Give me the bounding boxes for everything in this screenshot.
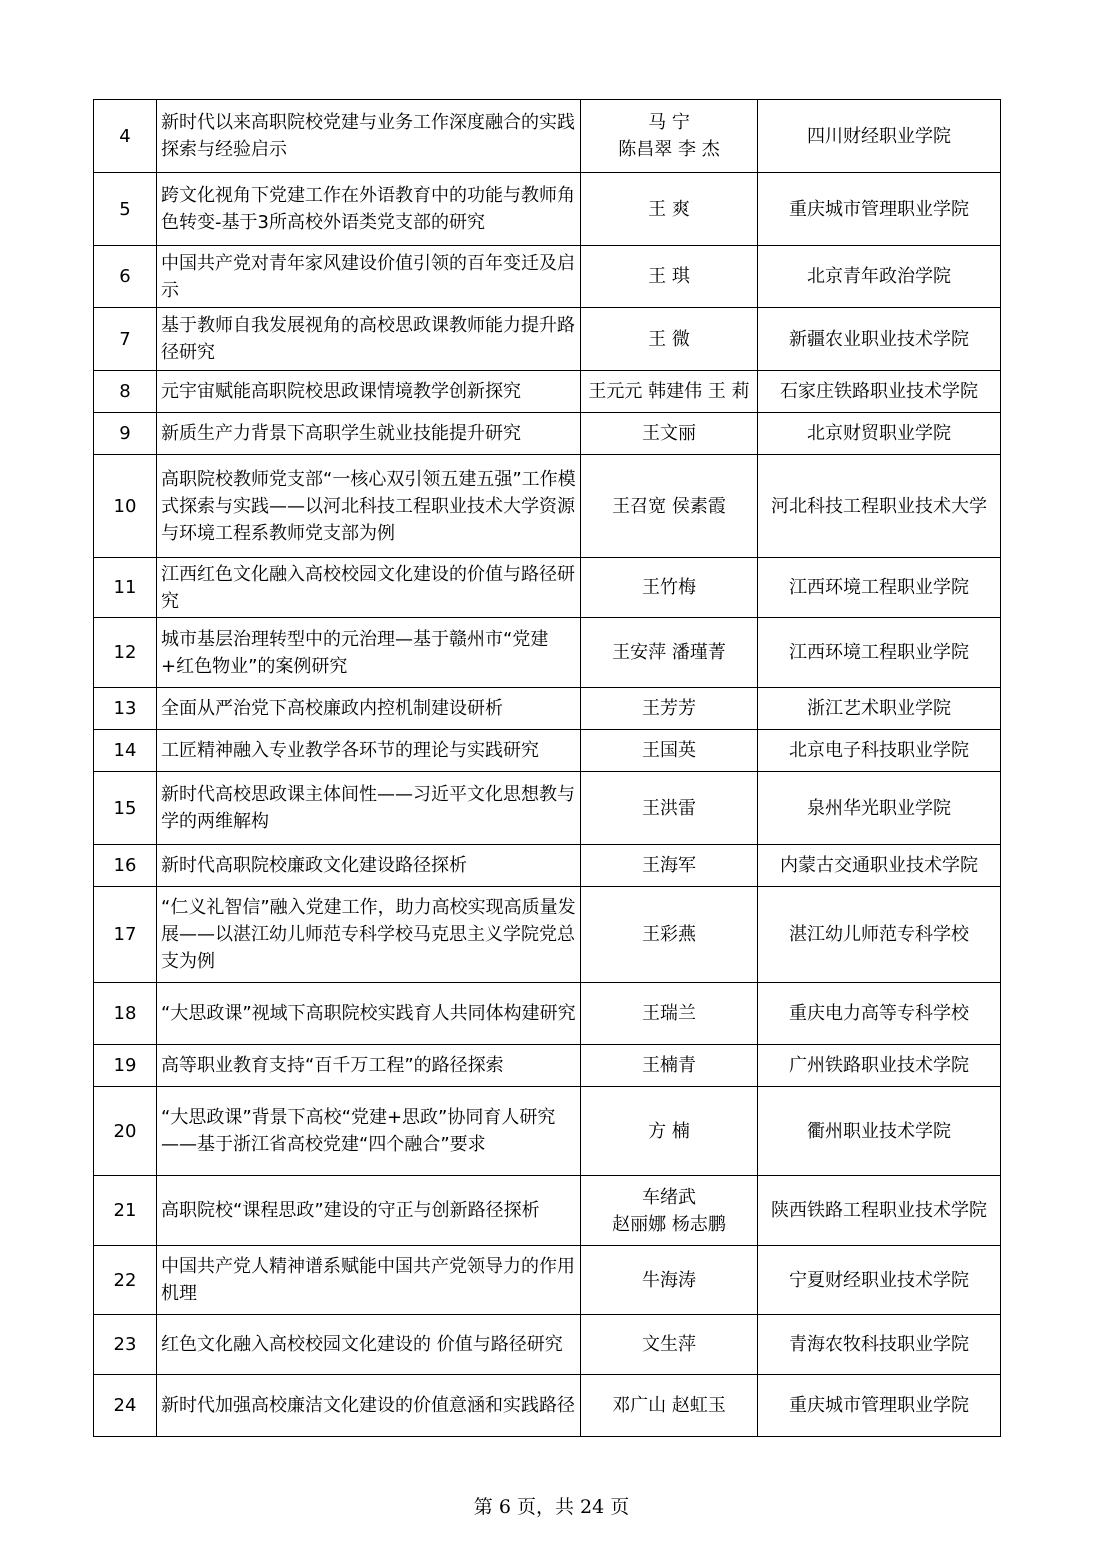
paper-title: 城市基层治理转型中的元治理—基于赣州市“党建+红色物业”的案例研究: [157, 618, 581, 688]
author-institution: 北京电子科技职业学院: [758, 730, 1001, 772]
author-institution: 江西环境工程职业学院: [758, 558, 1001, 618]
table-row: [94, 772, 1001, 845]
author-line: 车绪武: [642, 1186, 696, 1208]
author-line: 赵丽娜 杨志鹏: [612, 1213, 726, 1235]
table-row: [94, 308, 1001, 371]
author-line: 王国英: [642, 740, 696, 761]
paper-title: 高职院校教师党支部“一核心双引领五建五强”工作模式探索与实践——以河北科技工程职业技术大学资源与环境工程系教师党支部为例: [157, 455, 581, 558]
table-row: [94, 371, 1001, 413]
table-row: [94, 983, 1001, 1045]
row-number: 24: [94, 1375, 157, 1437]
author-institution: 广州铁路职业技术学院: [758, 1045, 1001, 1087]
table-row: [94, 730, 1001, 772]
paper-authors: [581, 1045, 758, 1087]
paper-title: 高等职业教育支持“百千万工程”的路径探索: [157, 1045, 581, 1087]
author-institution: 陕西铁路工程职业技术学院: [758, 1176, 1001, 1246]
paper-title: 元宇宙赋能高职院校思政课情境教学创新探究: [157, 371, 581, 413]
table-row: [94, 1176, 1001, 1246]
paper-title: 新时代加强高校廉洁文化建设的价值意涵和实践路径: [157, 1375, 581, 1437]
paper-title: 基于教师自我发展视角的高校思政课教师能力提升路径研究: [157, 308, 581, 371]
paper-title: 新质生产力背景下高职学生就业技能提升研究: [157, 413, 581, 455]
author-line: 王元元 韩建伟 王 莉: [588, 381, 750, 402]
author-line: 王 爽: [648, 198, 690, 220]
paper-authors: [581, 983, 758, 1045]
paper-authors: [581, 730, 758, 772]
row-number: 22: [94, 1246, 157, 1315]
paper-authors: [581, 1246, 758, 1315]
row-number: 18: [94, 983, 157, 1045]
author-institution: 石家庄铁路职业技术学院: [758, 371, 1001, 413]
row-number: 11: [94, 558, 157, 618]
paper-authors: [581, 371, 758, 413]
paper-title: 新时代以来高职院校党建与业务工作深度融合的实践探索与经验启示: [157, 100, 581, 173]
row-number: 6: [94, 246, 157, 308]
table-row: [94, 173, 1001, 246]
author-institution: 重庆城市管理职业学院: [758, 1375, 1001, 1437]
paper-title: 中国共产党对青年家风建设价值引领的百年变迁及启示: [157, 246, 581, 308]
paper-authors: [581, 246, 758, 308]
row-number: 10: [94, 455, 157, 558]
paper-title: 新时代高职院校廉政文化建设路径探析: [157, 845, 581, 887]
paper-authors: [581, 772, 758, 845]
author-line: 王召宽 侯素霞: [612, 495, 726, 517]
row-number: 12: [94, 618, 157, 688]
paper-title: 跨文化视角下党建工作在外语教育中的功能与教师角色转变-基于3所高校外语类党支部的研究: [157, 173, 581, 246]
paper-authors: [581, 688, 758, 730]
paper-title: 江西红色文化融入高校校园文化建设的价值与路径研究: [157, 558, 581, 618]
paper-title: 全面从严治党下高校廉政内控机制建设研析: [157, 688, 581, 730]
row-number: 23: [94, 1315, 157, 1375]
paper-authors: [581, 308, 758, 371]
author-line: 王洪雷: [642, 797, 696, 819]
author-line: 牛海涛: [642, 1269, 696, 1291]
papers-table: [93, 99, 1001, 1437]
row-number: 13: [94, 688, 157, 730]
row-number: 17: [94, 887, 157, 983]
author-line: 王文丽: [642, 423, 696, 444]
author-line: 王海军: [642, 855, 696, 876]
paper-authors: [581, 173, 758, 246]
author-institution: 重庆电力高等专科学校: [758, 983, 1001, 1045]
author-line: 陈昌翠 李 杰: [618, 139, 720, 160]
paper-authors: [581, 1315, 758, 1375]
row-number: 19: [94, 1045, 157, 1087]
table-row: [94, 887, 1001, 983]
paper-authors: [581, 413, 758, 455]
paper-authors: [581, 845, 758, 887]
paper-authors: [581, 1087, 758, 1176]
row-number: 21: [94, 1176, 157, 1246]
paper-title: 红色文化融入高校校园文化建设的 价值与路径研究: [157, 1315, 581, 1375]
paper-authors: [581, 887, 758, 983]
table-row: [94, 413, 1001, 455]
author-institution: 湛江幼儿师范专科学校: [758, 887, 1001, 983]
author-institution: 青海农牧科技职业学院: [758, 1315, 1001, 1375]
paper-authors: [581, 1176, 758, 1246]
paper-title: “大思政课”视域下高职院校实践育人共同体构建研究: [157, 983, 581, 1045]
paper-authors: [581, 100, 758, 173]
author-line: 王楠青: [642, 1055, 696, 1076]
author-line: 文生萍: [642, 1334, 696, 1355]
paper-title: “仁义礼智信”融入党建工作，助力高校实现高质量发展——以湛江幼儿师范专科学校马克思主义学院党总支为例: [157, 887, 581, 983]
row-number: 7: [94, 308, 157, 371]
table-row: [94, 1375, 1001, 1437]
paper-title: 中国共产党人精神谱系赋能中国共产党领导力的作用机理: [157, 1246, 581, 1315]
paper-title: 工匠精神融入专业教学各环节的理论与实践研究: [157, 730, 581, 772]
author-institution: 衢州职业技术学院: [758, 1087, 1001, 1176]
row-number: 15: [94, 772, 157, 845]
author-line: 王 微: [648, 328, 690, 350]
author-institution: 河北科技工程职业技术大学: [758, 455, 1001, 558]
table-row: [94, 100, 1001, 173]
author-institution: 重庆城市管理职业学院: [758, 173, 1001, 246]
row-number: 5: [94, 173, 157, 246]
row-number: 16: [94, 845, 157, 887]
table-row: [94, 688, 1001, 730]
author-line: 王 琪: [648, 266, 690, 287]
table-row: [94, 455, 1001, 558]
table-row: [94, 1045, 1001, 1087]
table-row: [94, 1087, 1001, 1176]
row-number: 20: [94, 1087, 157, 1176]
paper-title: “大思政课”背景下高校“党建+思政”协同育人研究——基于浙江省高校党建“四个融合”要求: [157, 1087, 581, 1176]
table-row: [94, 618, 1001, 688]
author-institution: 宁夏财经职业技术学院: [758, 1246, 1001, 1315]
author-institution: 北京财贸职业学院: [758, 413, 1001, 455]
row-number: 9: [94, 413, 157, 455]
author-line: 方 楠: [648, 1120, 690, 1142]
row-number: 4: [94, 100, 157, 173]
author-line: 王瑞兰: [642, 1003, 696, 1024]
author-line: 王彩燕: [642, 924, 696, 945]
paper-authors: [581, 618, 758, 688]
author-institution: 江西环境工程职业学院: [758, 618, 1001, 688]
paper-authors: [581, 1375, 758, 1437]
author-line: 王安萍 潘瑾菁: [612, 642, 726, 663]
author-institution: 新疆农业职业技术学院: [758, 308, 1001, 371]
table-row: [94, 1246, 1001, 1315]
author-line: 王芳芳: [642, 698, 696, 719]
papers-table-body: [94, 100, 1001, 1437]
paper-title: 新时代高校思政课主体间性——习近平文化思想教与学的两维解构: [157, 772, 581, 845]
author-line: 马 宁: [648, 112, 690, 133]
table-row: [94, 246, 1001, 308]
page-number-footer: 第 6 页，共 24 页: [473, 1496, 630, 1518]
table-row: [94, 845, 1001, 887]
paper-authors: [581, 558, 758, 618]
author-line: 邓广山 赵虹玉: [612, 1395, 726, 1416]
author-institution: 北京青年政治学院: [758, 246, 1001, 308]
author-institution: 内蒙古交通职业技术学院: [758, 845, 1001, 887]
author-institution: 四川财经职业学院: [758, 100, 1001, 173]
author-institution: 浙江艺术职业学院: [758, 688, 1001, 730]
paper-title: 高职院校“课程思政”建设的守正与创新路径探析: [157, 1176, 581, 1246]
table-row: [94, 558, 1001, 618]
table-row: [94, 1315, 1001, 1375]
row-number: 14: [94, 730, 157, 772]
author-line: 王竹梅: [642, 577, 696, 598]
paper-authors: [581, 455, 758, 558]
author-institution: 泉州华光职业学院: [758, 772, 1001, 845]
row-number: 8: [94, 371, 157, 413]
